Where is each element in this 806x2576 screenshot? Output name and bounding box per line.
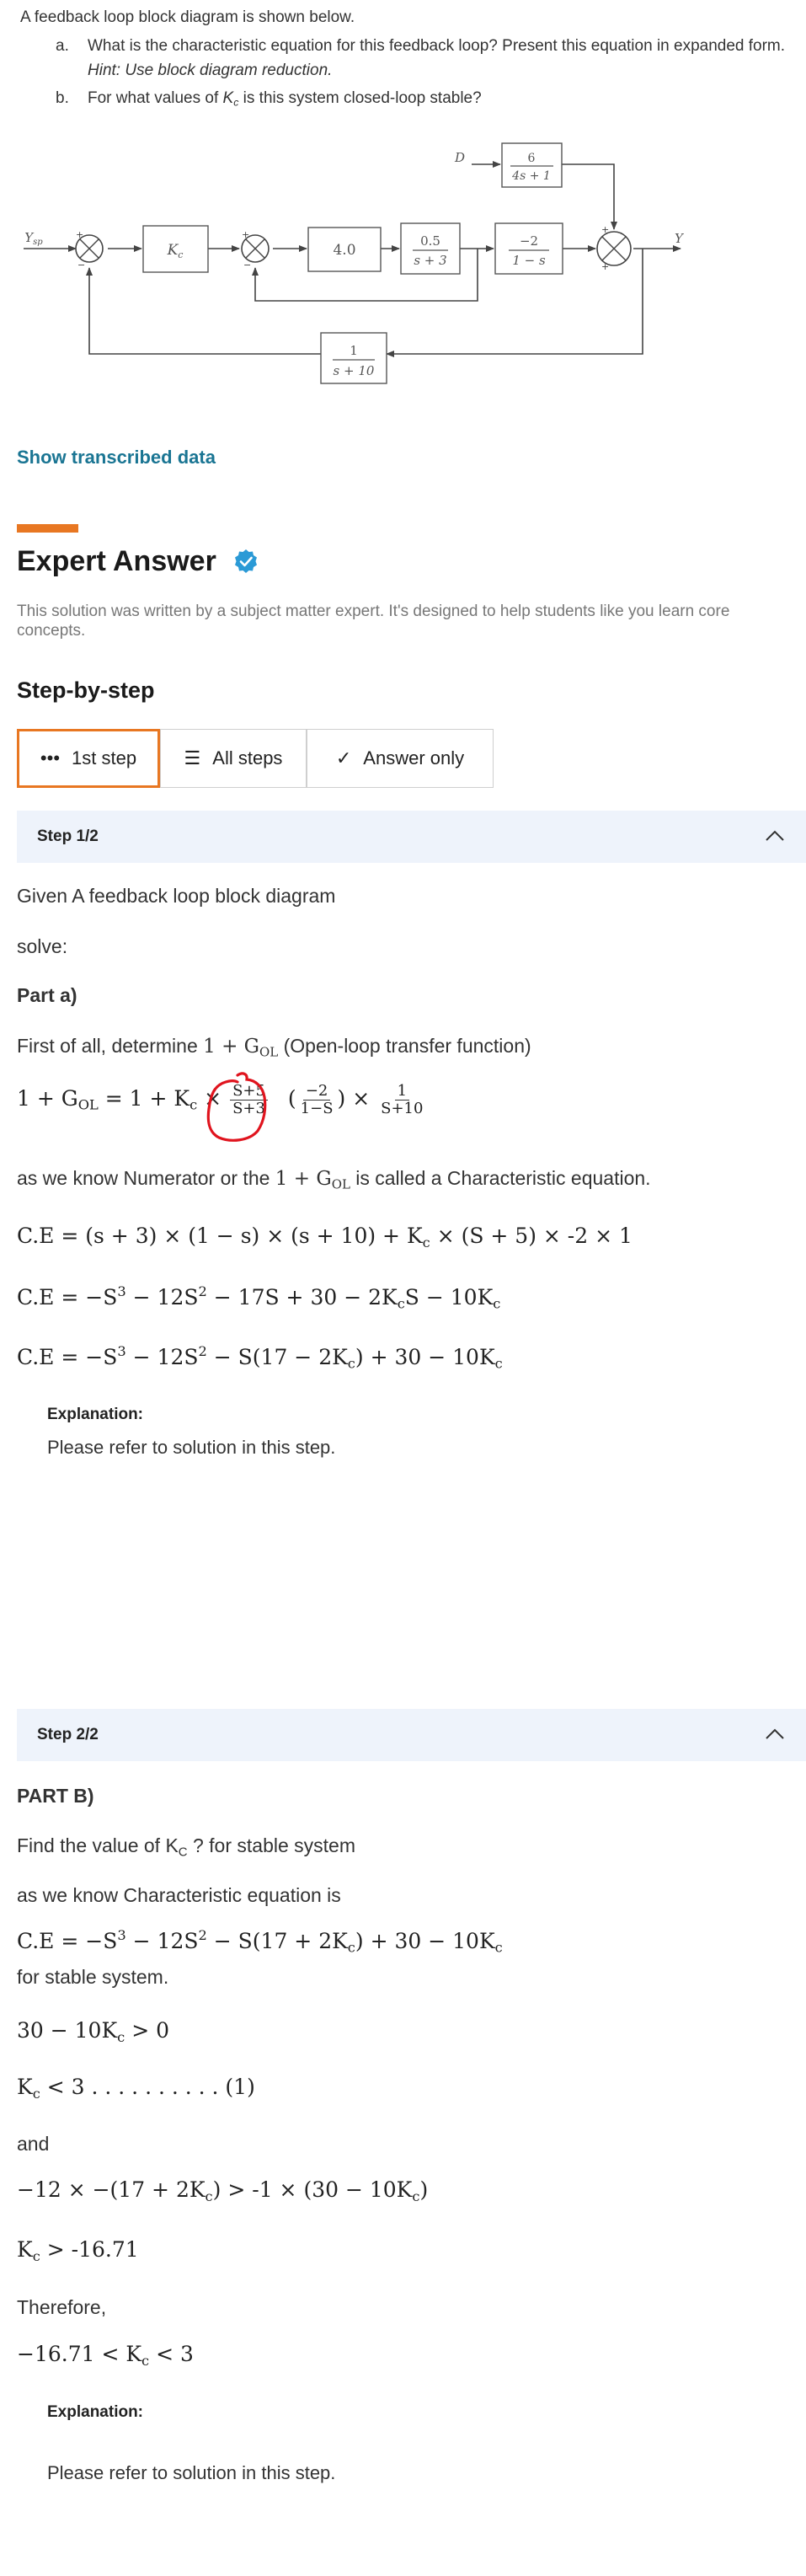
char-eq-1 (17, 1224, 633, 1251)
ineq3-c: ) (419, 2177, 429, 2202)
ineq4-a: K (17, 2237, 33, 2262)
ineq1-a: 30 − 10K (17, 2018, 118, 2043)
eq-mid: = 1 + K (98, 1085, 190, 1111)
question-b-post: is this system closed-loop stable? (243, 89, 482, 107)
step-1-explanation-title: Explanation: (47, 1406, 144, 1423)
step-2-and: and (17, 2133, 50, 2155)
ce3-c: − S(17 − 2K (206, 1344, 348, 1369)
question-part-b (56, 86, 797, 111)
svg-text:+: + (76, 229, 84, 240)
ce3-d: ) + 30 − 10K (355, 1344, 495, 1369)
char-eq-2 (17, 1283, 500, 1312)
tab-answer-only-label: Answer only (363, 747, 465, 769)
ineq3-b: ) > -1 × (30 − 10K (212, 2177, 413, 2202)
question-a-text: What is the characteristic equation for this feedback loop? Present this equation in expanded form. (88, 37, 786, 55)
ineq3-sub2: c (412, 2188, 420, 2204)
ce3-sup3: 3 (117, 1343, 126, 1359)
tab-all-steps[interactable] (160, 729, 307, 788)
frac-3-num: 1 (395, 1083, 409, 1101)
find-post: ? for stable system (187, 1834, 356, 1856)
ineq5-b: < 3 (149, 2342, 194, 2366)
inequality-4 (17, 2237, 139, 2264)
y-label: Y (675, 231, 683, 246)
step-2-therefore: Therefore, (17, 2296, 107, 2318)
block-1-den: s + 3 (414, 253, 447, 268)
svg-text:+: + (242, 229, 250, 240)
svg-text:+: + (601, 261, 610, 272)
ce3-b: − 12S (125, 1344, 199, 1369)
ineq5-sub: c (141, 2352, 150, 2369)
tab-all-steps-label: All steps (212, 747, 283, 769)
find-sub: C (178, 1845, 188, 1860)
step-2-part-b: PART B) (17, 1785, 94, 1807)
ysp-label: Y (24, 230, 34, 245)
chevron-up-icon[interactable] (764, 1724, 786, 1744)
ce2-sup3: 3 (117, 1283, 126, 1299)
question-intro: A feedback loop block diagram is shown below. (20, 8, 355, 26)
steps-heading: Step-by-step (17, 677, 155, 703)
ysp-sub: sp (33, 238, 43, 247)
ce2-b: − 12S (125, 1284, 199, 1309)
ce4-c: − S(17 + 2K (206, 1928, 348, 1953)
kc-label: K (167, 242, 179, 259)
step-2-for-stable: for stable system. (17, 1966, 169, 1988)
block-diagram (0, 126, 806, 404)
ce2-sup2: 2 (198, 1283, 207, 1299)
step-2-title: Step 2/2 (37, 1726, 99, 1743)
ce4-b: − 12S (125, 1928, 199, 1953)
ineq2-a: K (17, 2075, 33, 2099)
expert-answer-title: Expert Answer (17, 545, 216, 577)
frac-1-den: S+3 (232, 1099, 265, 1117)
fraction-2 (298, 1083, 336, 1117)
step-1-title: Step 1/2 (37, 827, 99, 845)
block-fb-num: 1 (350, 343, 358, 358)
ineq3-sub1: c (205, 2188, 213, 2204)
step-2-explanation-title: Explanation: (47, 2403, 144, 2421)
fraction-3 (378, 1083, 425, 1117)
block-1-num: 0.5 (420, 233, 440, 249)
step-1-explanation-body: Please refer to solution in this step. (47, 1437, 336, 1458)
ce3-sub2: c (494, 1355, 503, 1372)
line-2-pre: as we know Numerator or the (17, 1167, 270, 1189)
inequality-1 (17, 2018, 169, 2045)
frac-2-num: −2 (303, 1083, 331, 1101)
step-1-line-1 (17, 1035, 531, 1059)
eq-lhs: 1 + G (17, 1085, 78, 1111)
step-1-solve: solve: (17, 935, 68, 957)
ce1-sub: c (422, 1234, 430, 1251)
line-1-math: 1 + G (203, 1036, 260, 1058)
question-b-pre: For what values of (88, 89, 219, 107)
question-part-a (56, 34, 797, 84)
ineq2-sub: c (32, 2085, 40, 2102)
ineq3-a: −12 × −(17 + 2K (17, 2177, 206, 2202)
chevron-up-icon[interactable] (764, 826, 786, 846)
ce3-a: C.E = −S (17, 1344, 118, 1369)
show-transcribed-link[interactable]: Show transcribed data (17, 447, 216, 468)
ce2-c: − 17S + 30 − 2K (206, 1284, 398, 1309)
block-fb-den: s + 10 (333, 363, 375, 378)
step-1-given: Given A feedback loop block diagram (17, 885, 336, 907)
ce2-a: C.E = −S (17, 1284, 118, 1309)
ce4-sup3: 3 (117, 1927, 126, 1943)
step-2-header[interactable] (17, 1709, 806, 1761)
list-icon: ☰ (184, 747, 201, 769)
open-loop-equation: $1 + G_{OL} = 1 + K_c$ × $\frac{S+5}{S+3}$ ( $\frac{-2}{1-S}$ ) × $\frac{1}{S+10}$ (17, 1083, 427, 1117)
line-2-sub: OL (331, 1176, 350, 1192)
ineq1-sub: c (117, 2028, 125, 2045)
step-1-header[interactable] (17, 811, 806, 863)
block-d-den: 4s + 1 (512, 169, 551, 183)
ce4-a: C.E = −S (17, 1928, 118, 1953)
question-a-label: a. (56, 37, 69, 55)
kc-sub: c (178, 249, 184, 260)
inequality-3 (17, 2177, 428, 2204)
tab-first-step[interactable] (17, 729, 160, 788)
step-1-part-a: Part a) (17, 984, 77, 1006)
question-b-label: b. (56, 89, 69, 107)
eq-times: × (197, 1085, 229, 1111)
line-1-post: (Open-loop transfer function) (283, 1035, 531, 1057)
ce2-d: S − 10K (404, 1284, 494, 1309)
svg-text:+: + (601, 224, 610, 235)
svg-text:−: − (243, 260, 252, 270)
tab-first-step-label: 1st step (72, 747, 137, 769)
char-eq-3 (17, 1343, 503, 1372)
line-1-sub: OL (259, 1044, 279, 1060)
ineq2-b: < 3 . . . . . . . . . . (1) (40, 2075, 255, 2099)
ineq1-b: > 0 (125, 2018, 169, 2043)
step-2-explanation-body: Please refer to solution in this step. (47, 2462, 336, 2483)
question-a-hint: Hint: Use block diagram reduction. (88, 62, 333, 79)
ce1-main: C.E = (s + 3) × (1 − s) × (s + 10) + K (17, 1224, 423, 1248)
eq-lhs-sub: OL (77, 1096, 99, 1113)
ineq4-sub: c (32, 2247, 40, 2264)
ce4-d: ) + 30 − 10K (355, 1928, 495, 1953)
svg-text:Ysp (24, 230, 43, 247)
line-1-pre: First of all, determine (17, 1035, 198, 1057)
char-eq-4 (17, 1927, 503, 1956)
question-b-var: K (222, 89, 234, 107)
hand-drawn-circle-annotation (200, 1070, 281, 1146)
ce3-sub1: c (347, 1355, 355, 1372)
line-2-post: is called a Characteristic equation. (355, 1167, 651, 1189)
ce4-sub2: c (494, 1939, 503, 1956)
frac-1-num: S+5 (230, 1083, 268, 1101)
ce3-sup2: 2 (198, 1343, 207, 1359)
inequality-5 (17, 2342, 194, 2369)
ce4-sub1: c (347, 1939, 355, 1956)
svg-text:−: − (77, 260, 86, 270)
dots-icon: ••• (40, 747, 61, 769)
ce4-sup2: 2 (198, 1927, 207, 1943)
accent-bar (17, 524, 78, 533)
step-2-know: as we know Characteristic equation is (17, 1884, 341, 1906)
ineq5-a: −16.71 < K (17, 2342, 142, 2366)
block-d-num: 6 (527, 152, 536, 165)
ce1-post: × (S + 5) × -2 × 1 (430, 1224, 633, 1248)
expert-note: This solution was written by a subject matter expert. It's designed to help students like you learn core concepts. (17, 602, 730, 640)
question-b-sub: c (233, 96, 239, 109)
block-2-den: 1 − s (512, 253, 546, 268)
check-icon: ✓ (335, 747, 352, 769)
d-label: D (454, 150, 466, 165)
tab-answer-only[interactable] (307, 729, 494, 788)
ce2-sub1: c (397, 1295, 405, 1312)
frac-2-den: 1−S (300, 1099, 334, 1117)
eq-mid-sub: c (189, 1096, 198, 1113)
step-1-line-2 (17, 1167, 651, 1192)
ineq4-b: > -16.71 (40, 2237, 139, 2262)
verified-check-icon (233, 549, 259, 574)
line-2-math: 1 + G (275, 1168, 332, 1190)
step-2-find (17, 1834, 355, 1859)
frac-3-den: S+10 (381, 1099, 424, 1117)
block-2-num: −2 (519, 233, 539, 249)
ce2-sub2: c (493, 1295, 501, 1312)
inequality-2 (17, 2075, 255, 2102)
find-pre: Find the value of K (17, 1834, 179, 1856)
gain-label: 4.0 (333, 242, 356, 259)
